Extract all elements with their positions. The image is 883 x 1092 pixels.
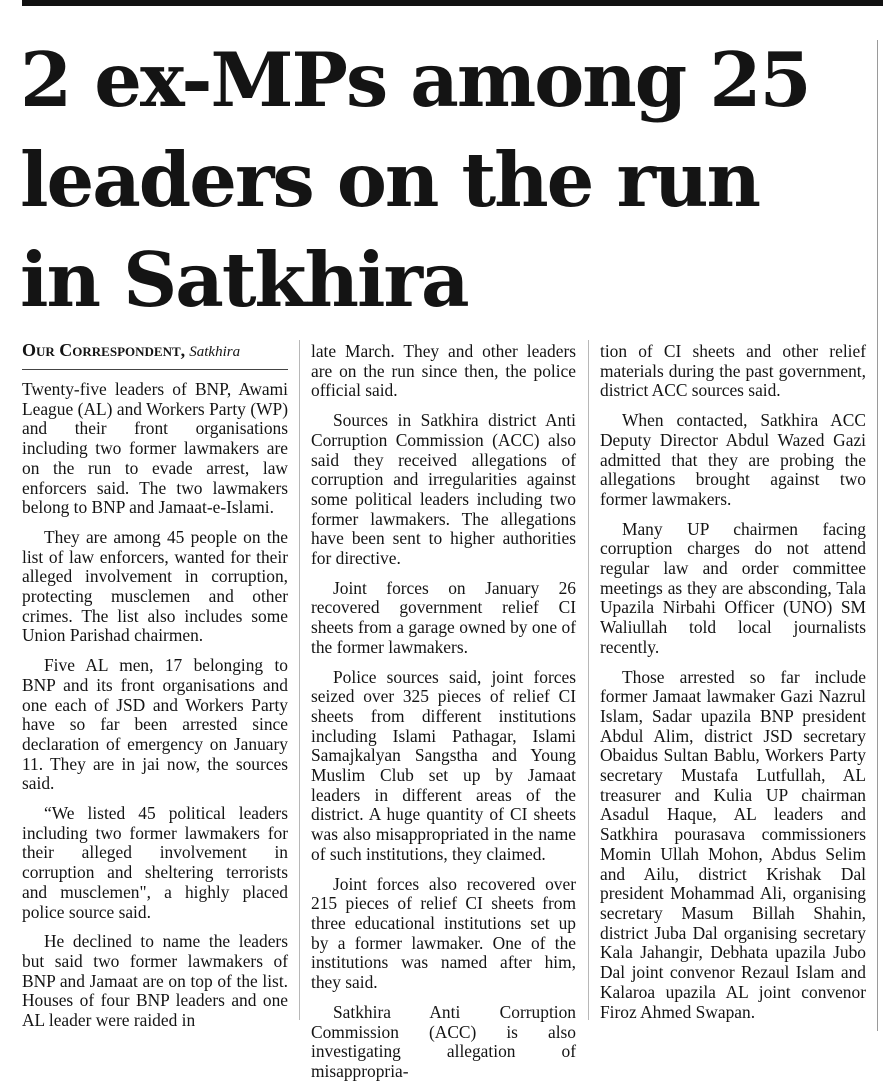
byline-place: Satkhira xyxy=(189,344,241,360)
paragraph: “We listed 45 political leaders including two former lawmakers for their alleged involvement in corruption and sheltering terrorists and musclemen", a highly placed police source said. xyxy=(22,803,288,922)
paragraph: Those arrested so far include former Jamaat lawmaker Gazi Nazrul Islam, Sadar upazila BNP president Abdul Alim, district JSD secretary Obaidus Sultan Bablu, Workers Party secretary Mustafa Lutfullah, AL treasurer and Kulia UP chairman Asadul Haque, AL leaders and Satkhira pourasava commissioners Momin Ullah Mohon, Abdus Selim and Ailu, district Krishak Dal president Mohammad Ali, organising secretary Masum Billah Shahin, district Juba Dal organising secretary Kala Jahangir, Debhata upazila Jubo Dal joint convenor Rezaul Islam and Kalaroa upazila AL joint convenor Firoz Ahmed Swapan. xyxy=(600,666,866,1022)
article-column-2 xyxy=(311,342,576,1092)
top-rule xyxy=(22,0,883,6)
paragraph: Sources in Satkhira district Anti Corruption Commission (ACC) also said they received allegations of corruption and irregularities against some political leaders including two former lawmakers. The allegations have been sent to higher authorities for directive. xyxy=(311,410,576,569)
column-divider xyxy=(299,340,300,1020)
paragraph: Many UP chairmen facing corruption charges do not attend regular law and order committee meetings as they are absconding, Tala Upazila Nirbahi Officer (UNO) SM Waliullah told local journalists recently. xyxy=(600,518,866,657)
paragraph: Joint forces on January 26 recovered government relief CI sheets from a garage owned by one of the former lawmakers. xyxy=(311,577,576,657)
paragraph: tion of CI sheets and other relief materials during the past government, district ACC sources said. xyxy=(600,341,866,401)
article-column-1 xyxy=(22,340,288,1041)
headline xyxy=(20,30,870,330)
headline-line-2: leaders on the run xyxy=(20,136,760,224)
article-column-3 xyxy=(600,342,866,1032)
paragraph: When contacted, Satkhira ACC Deputy Director Abdul Wazed Gazi admitted that they are probing the allegations brought against two former lawmakers. xyxy=(600,410,866,509)
column-divider xyxy=(588,340,589,1020)
paragraph: Satkhira Anti Corruption Commission (ACC) is also investigating allegation of misappropria- xyxy=(311,1001,576,1081)
paragraph: They are among 45 people on the list of law enforcers, wanted for their alleged involvement in corruption, protecting musclemen and other crimes. The list also includes some Union Parishad chairmen. xyxy=(22,526,288,646)
byline-rule xyxy=(22,369,288,370)
page-edge-rule xyxy=(877,40,878,1031)
headline-line-3: in Satkhira xyxy=(20,236,468,324)
paragraph: late March. They and other leaders are on the run since then, the police official said. xyxy=(311,341,576,401)
byline xyxy=(22,340,288,363)
headline-line-1: 2 ex-MPs among 25 xyxy=(20,36,810,124)
paragraph: He declined to name the leaders but said two former lawmakers of BNP and Jamaat are on top of the list. Houses of four BNP leaders and one AL leader were raided in xyxy=(22,931,288,1031)
paragraph: Police sources said, joint forces seized over 325 pieces of relief CI sheets from different institutions including Islami Pathagar, Islami Samajkalyan Sangstha and Young Muslim Club set up by Jamaat leaders in different areas of the district. A huge quantity of CI sheets was also misappropriated in the name of such institutions, they claimed. xyxy=(311,666,576,864)
byline-author: Our Correspondent, xyxy=(22,340,186,360)
paragraph: Joint forces also recovered over 215 pieces of relief CI sheets from three educational institutions set up by a former lawmaker. One of the institutions was named after him, they said. xyxy=(311,873,576,993)
paragraph: Twenty-five leaders of BNP, Awami League (AL) and Workers Party (WP) and their front organisations including two former lawmakers are on the run to evade arrest, law enforcers said. The two lawmakers belong to BNP and Jamaat-e-Islami. xyxy=(22,379,288,518)
paragraph: Five AL men, 17 belonging to BNP and its front organisations and one each of JSD and Workers Party have so far been arrested since declaration of emergency on January 11. They are in jai now, the sources said. xyxy=(22,655,288,794)
